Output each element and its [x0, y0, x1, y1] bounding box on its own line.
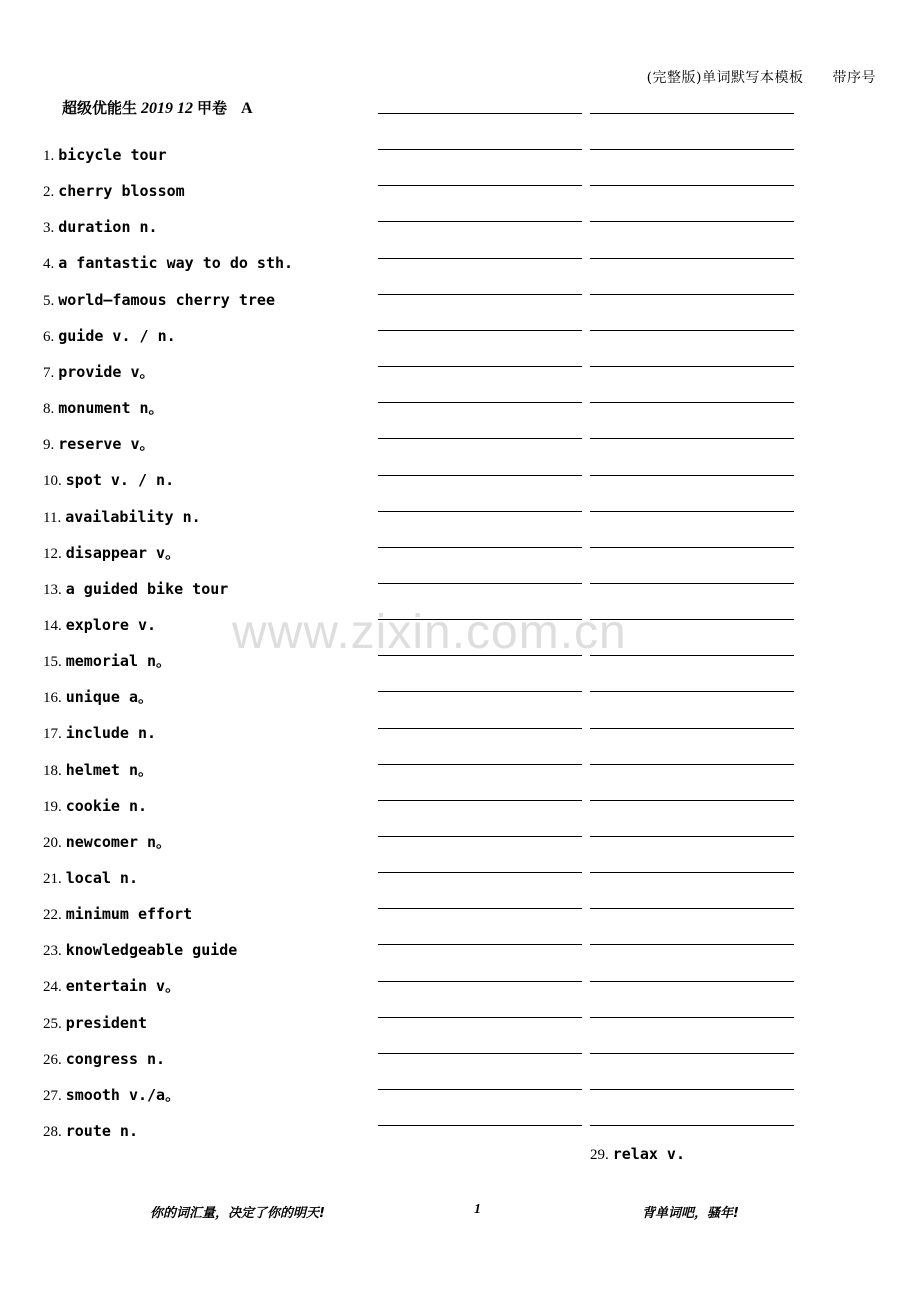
item-word: provide v。: [58, 362, 155, 381]
vocabulary-item: [43, 434, 155, 454]
answer-line: [378, 836, 582, 837]
vocabulary-item: [43, 181, 185, 201]
vocabulary-item: [43, 579, 228, 599]
vocabulary-item: [43, 1013, 147, 1033]
answer-line: [378, 908, 582, 909]
item-word: local n.: [65, 869, 138, 887]
vocabulary-item-29: [590, 1145, 685, 1164]
watermark: www.zixin.com.cn: [232, 606, 627, 659]
item-word: world—famous cherry tree: [58, 290, 275, 309]
answer-line: [378, 981, 582, 982]
vocabulary-item: [43, 217, 158, 237]
item-word: spot v. / n.: [65, 471, 175, 490]
item-word: president: [65, 1013, 148, 1032]
item-number: 15.: [43, 654, 62, 671]
answer-line: [590, 944, 794, 945]
vocabulary-item: [43, 326, 176, 346]
vocabulary-item: [43, 940, 237, 960]
answer-line: [590, 330, 794, 331]
item-number: 17.: [43, 726, 62, 743]
vocabulary-item: [43, 687, 153, 707]
item-word: memorial n。: [65, 652, 172, 671]
item-number: 18.: [43, 762, 62, 779]
item-number: 8.: [43, 401, 55, 418]
answer-line: [378, 402, 582, 403]
answer-line: [590, 1125, 794, 1126]
item-word: duration n.: [58, 218, 158, 237]
item-word: disappear v。: [65, 543, 181, 562]
item-word: cookie n.: [65, 796, 148, 815]
vocabulary-item: [43, 507, 201, 527]
answer-line: [590, 475, 794, 476]
answer-line: [590, 908, 794, 909]
item-word: include n.: [65, 724, 157, 743]
answer-line: [590, 1089, 794, 1090]
answer-line: [590, 728, 794, 729]
document-header: (完整版)单词默写本模板 带序号: [646, 70, 876, 86]
answer-line: [590, 547, 794, 548]
title-variant: A: [241, 100, 253, 117]
item-number: 28.: [43, 1124, 62, 1141]
item-number: 21.: [43, 871, 62, 887]
item-number: 27.: [43, 1087, 62, 1104]
vocabulary-item: [43, 796, 147, 816]
item-number: 29.: [590, 1147, 609, 1163]
vocabulary-item: [43, 398, 164, 418]
item-number: 5.: [43, 292, 55, 309]
vocabulary-item: [43, 760, 153, 780]
item-number: 12.: [43, 545, 62, 562]
answer-line: [378, 1089, 582, 1090]
answer-line: [378, 294, 582, 295]
answer-line: [378, 113, 582, 114]
answer-line: [378, 547, 582, 548]
vocabulary-item: [43, 615, 156, 635]
item-word: minimum effort: [65, 905, 193, 924]
item-number: 6.: [43, 328, 55, 345]
answer-line: [590, 764, 794, 765]
answer-line: [590, 1017, 794, 1018]
answer-line: [378, 619, 582, 620]
footer-motto-right: 背单词吧，骚年!: [642, 1206, 739, 1221]
answer-line: [378, 691, 582, 692]
item-number: 23.: [43, 943, 62, 960]
item-word: helmet n。: [65, 760, 153, 779]
answer-line: [590, 836, 794, 837]
title-suffix: 甲卷: [197, 99, 228, 117]
answer-line: [378, 583, 582, 584]
answer-line: [590, 619, 794, 620]
answer-line: [378, 258, 582, 259]
item-word: a guided bike tour: [65, 579, 229, 598]
answer-line: [378, 511, 582, 512]
item-word: explore v.: [65, 615, 157, 634]
item-word: monument n。: [58, 399, 164, 418]
answer-line: [378, 149, 582, 150]
answer-line: [378, 800, 582, 801]
vocabulary-item: [43, 651, 171, 671]
answer-line: [590, 655, 794, 656]
item-word: smooth v./a。: [65, 1085, 181, 1104]
vocabulary-item: [43, 832, 171, 852]
answer-line: [590, 113, 794, 114]
item-word: availability n.: [65, 507, 201, 526]
answer-line: [378, 1017, 582, 1018]
footer-motto-left: 你的词汇量，决定了你的明天!: [150, 1206, 325, 1221]
item-number: 3.: [43, 220, 55, 237]
answer-line: [378, 438, 582, 439]
vocabulary-item: [43, 904, 192, 924]
vocabulary-item: [43, 470, 174, 490]
item-number: 22.: [43, 907, 62, 924]
answer-line: [590, 221, 794, 222]
vocabulary-item: [43, 290, 275, 310]
item-number: 20.: [43, 834, 62, 851]
item-number: 16.: [43, 690, 62, 707]
vocabulary-item: [43, 543, 180, 563]
answer-line: [378, 944, 582, 945]
answer-line: [590, 438, 794, 439]
answer-line: [590, 402, 794, 403]
answer-line: [378, 764, 582, 765]
item-word: knowledgeable guide: [65, 941, 238, 960]
title-year: 2019 12: [141, 100, 194, 117]
item-word: unique a。: [65, 688, 153, 707]
answer-line: [378, 655, 582, 656]
item-number: 1.: [43, 148, 55, 164]
item-word: route n.: [65, 1122, 138, 1141]
answer-line: [378, 221, 582, 222]
item-word: congress n.: [65, 1049, 166, 1068]
item-number: 14.: [43, 617, 62, 634]
item-number: 26.: [43, 1051, 62, 1068]
answer-line: [590, 800, 794, 801]
vocabulary-item: [43, 253, 293, 273]
answer-line: [378, 872, 582, 873]
answer-line: [590, 149, 794, 150]
item-word: newcomer n。: [65, 832, 172, 851]
answer-line: [378, 1053, 582, 1054]
answer-line: [590, 872, 794, 873]
item-number: 9.: [43, 437, 55, 454]
answer-line: [590, 981, 794, 982]
answer-line: [378, 1125, 582, 1126]
vocabulary-item: [43, 362, 155, 382]
answer-line: [378, 366, 582, 367]
item-word: relax v.: [612, 1145, 685, 1163]
answer-line: [378, 475, 582, 476]
item-word: bicycle tour: [58, 146, 167, 164]
vocabulary-item: [43, 1085, 180, 1105]
answer-line: [590, 185, 794, 186]
item-number: 25.: [43, 1015, 62, 1032]
item-number: 2.: [43, 184, 55, 201]
vocabulary-item: [43, 723, 156, 743]
item-number: 10.: [43, 473, 62, 490]
title-prefix: 超级优能生: [62, 99, 138, 117]
answer-line: [590, 583, 794, 584]
vocabulary-item: [43, 145, 167, 165]
answer-line: [590, 691, 794, 692]
vocabulary-item: [43, 976, 180, 996]
answer-line: [590, 1053, 794, 1054]
item-word: a fantastic way to do sth.: [58, 254, 294, 273]
answer-line: [378, 330, 582, 331]
answer-line: [378, 185, 582, 186]
worksheet-title: [62, 97, 253, 118]
answer-line: [590, 294, 794, 295]
item-number: 11.: [43, 509, 62, 526]
vocabulary-item: [43, 1121, 138, 1141]
item-word: reserve v。: [58, 435, 155, 454]
item-word: guide v. / n.: [58, 326, 176, 345]
item-number: 13.: [43, 581, 62, 598]
answer-line: [590, 258, 794, 259]
answer-line: [590, 511, 794, 512]
item-word: cherry blossom: [58, 182, 185, 201]
vocabulary-item: [43, 1049, 165, 1069]
item-number: 4.: [43, 256, 55, 273]
item-word: entertain v。: [65, 977, 181, 996]
vocabulary-item: [43, 868, 138, 888]
item-number: 19.: [43, 798, 62, 815]
item-number: 24.: [43, 979, 62, 996]
answer-line: [378, 728, 582, 729]
item-number: 7.: [43, 364, 55, 381]
page-number: 1: [474, 1202, 481, 1217]
answer-line: [590, 366, 794, 367]
